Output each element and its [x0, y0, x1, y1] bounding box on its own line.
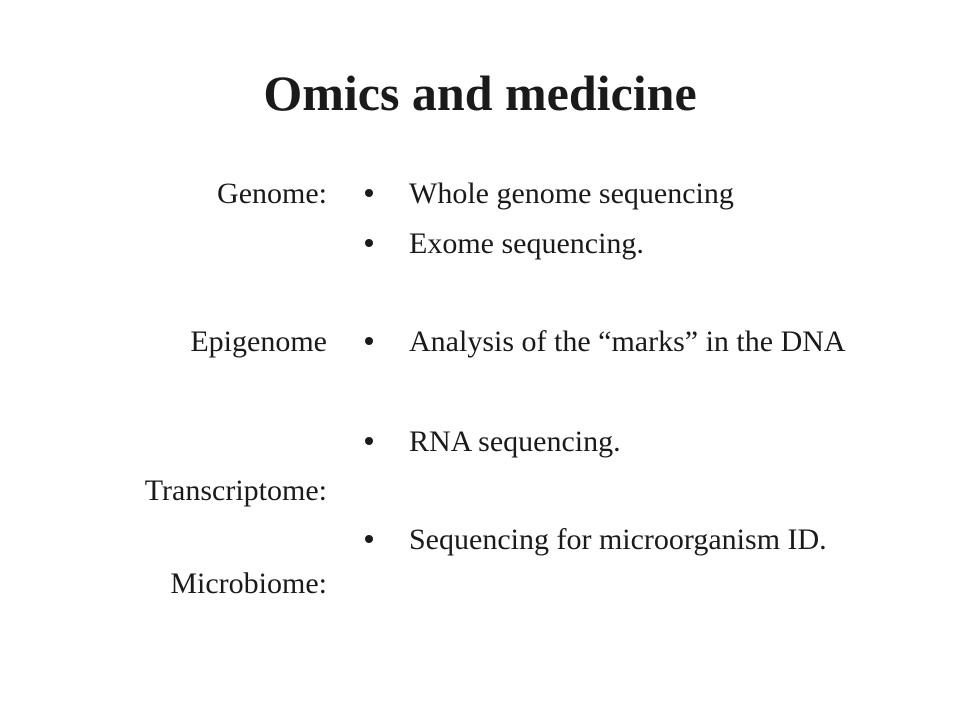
slide-title: Omics and medicine [263, 65, 697, 121]
bullet-item [365, 522, 827, 558]
bullet-item [365, 176, 734, 212]
bullet-item [365, 424, 621, 460]
bullet-dot-icon [365, 189, 373, 197]
bullet-item [365, 226, 644, 262]
label-microbiome: Microbiome: [170, 567, 327, 600]
bullet-dot-icon [365, 437, 373, 445]
bullet-text: Analysis of the “marks” in the DNA [409, 325, 846, 358]
bullet-text: Sequencing for microorganism ID. [409, 523, 827, 556]
label-epigenome: Epigenome [190, 325, 327, 358]
bullet-dot-icon [365, 535, 373, 543]
bullet-item [365, 324, 846, 360]
bullet-dot-icon [365, 239, 373, 247]
bullet-dot-icon [365, 337, 373, 345]
bullet-text: Whole genome sequencing [409, 177, 734, 210]
bullet-text: Exome sequencing. [409, 227, 644, 260]
label-genome: Genome: [217, 177, 327, 210]
bullet-text: RNA sequencing. [409, 425, 621, 458]
label-transcriptome: Transcriptome: [144, 474, 327, 507]
